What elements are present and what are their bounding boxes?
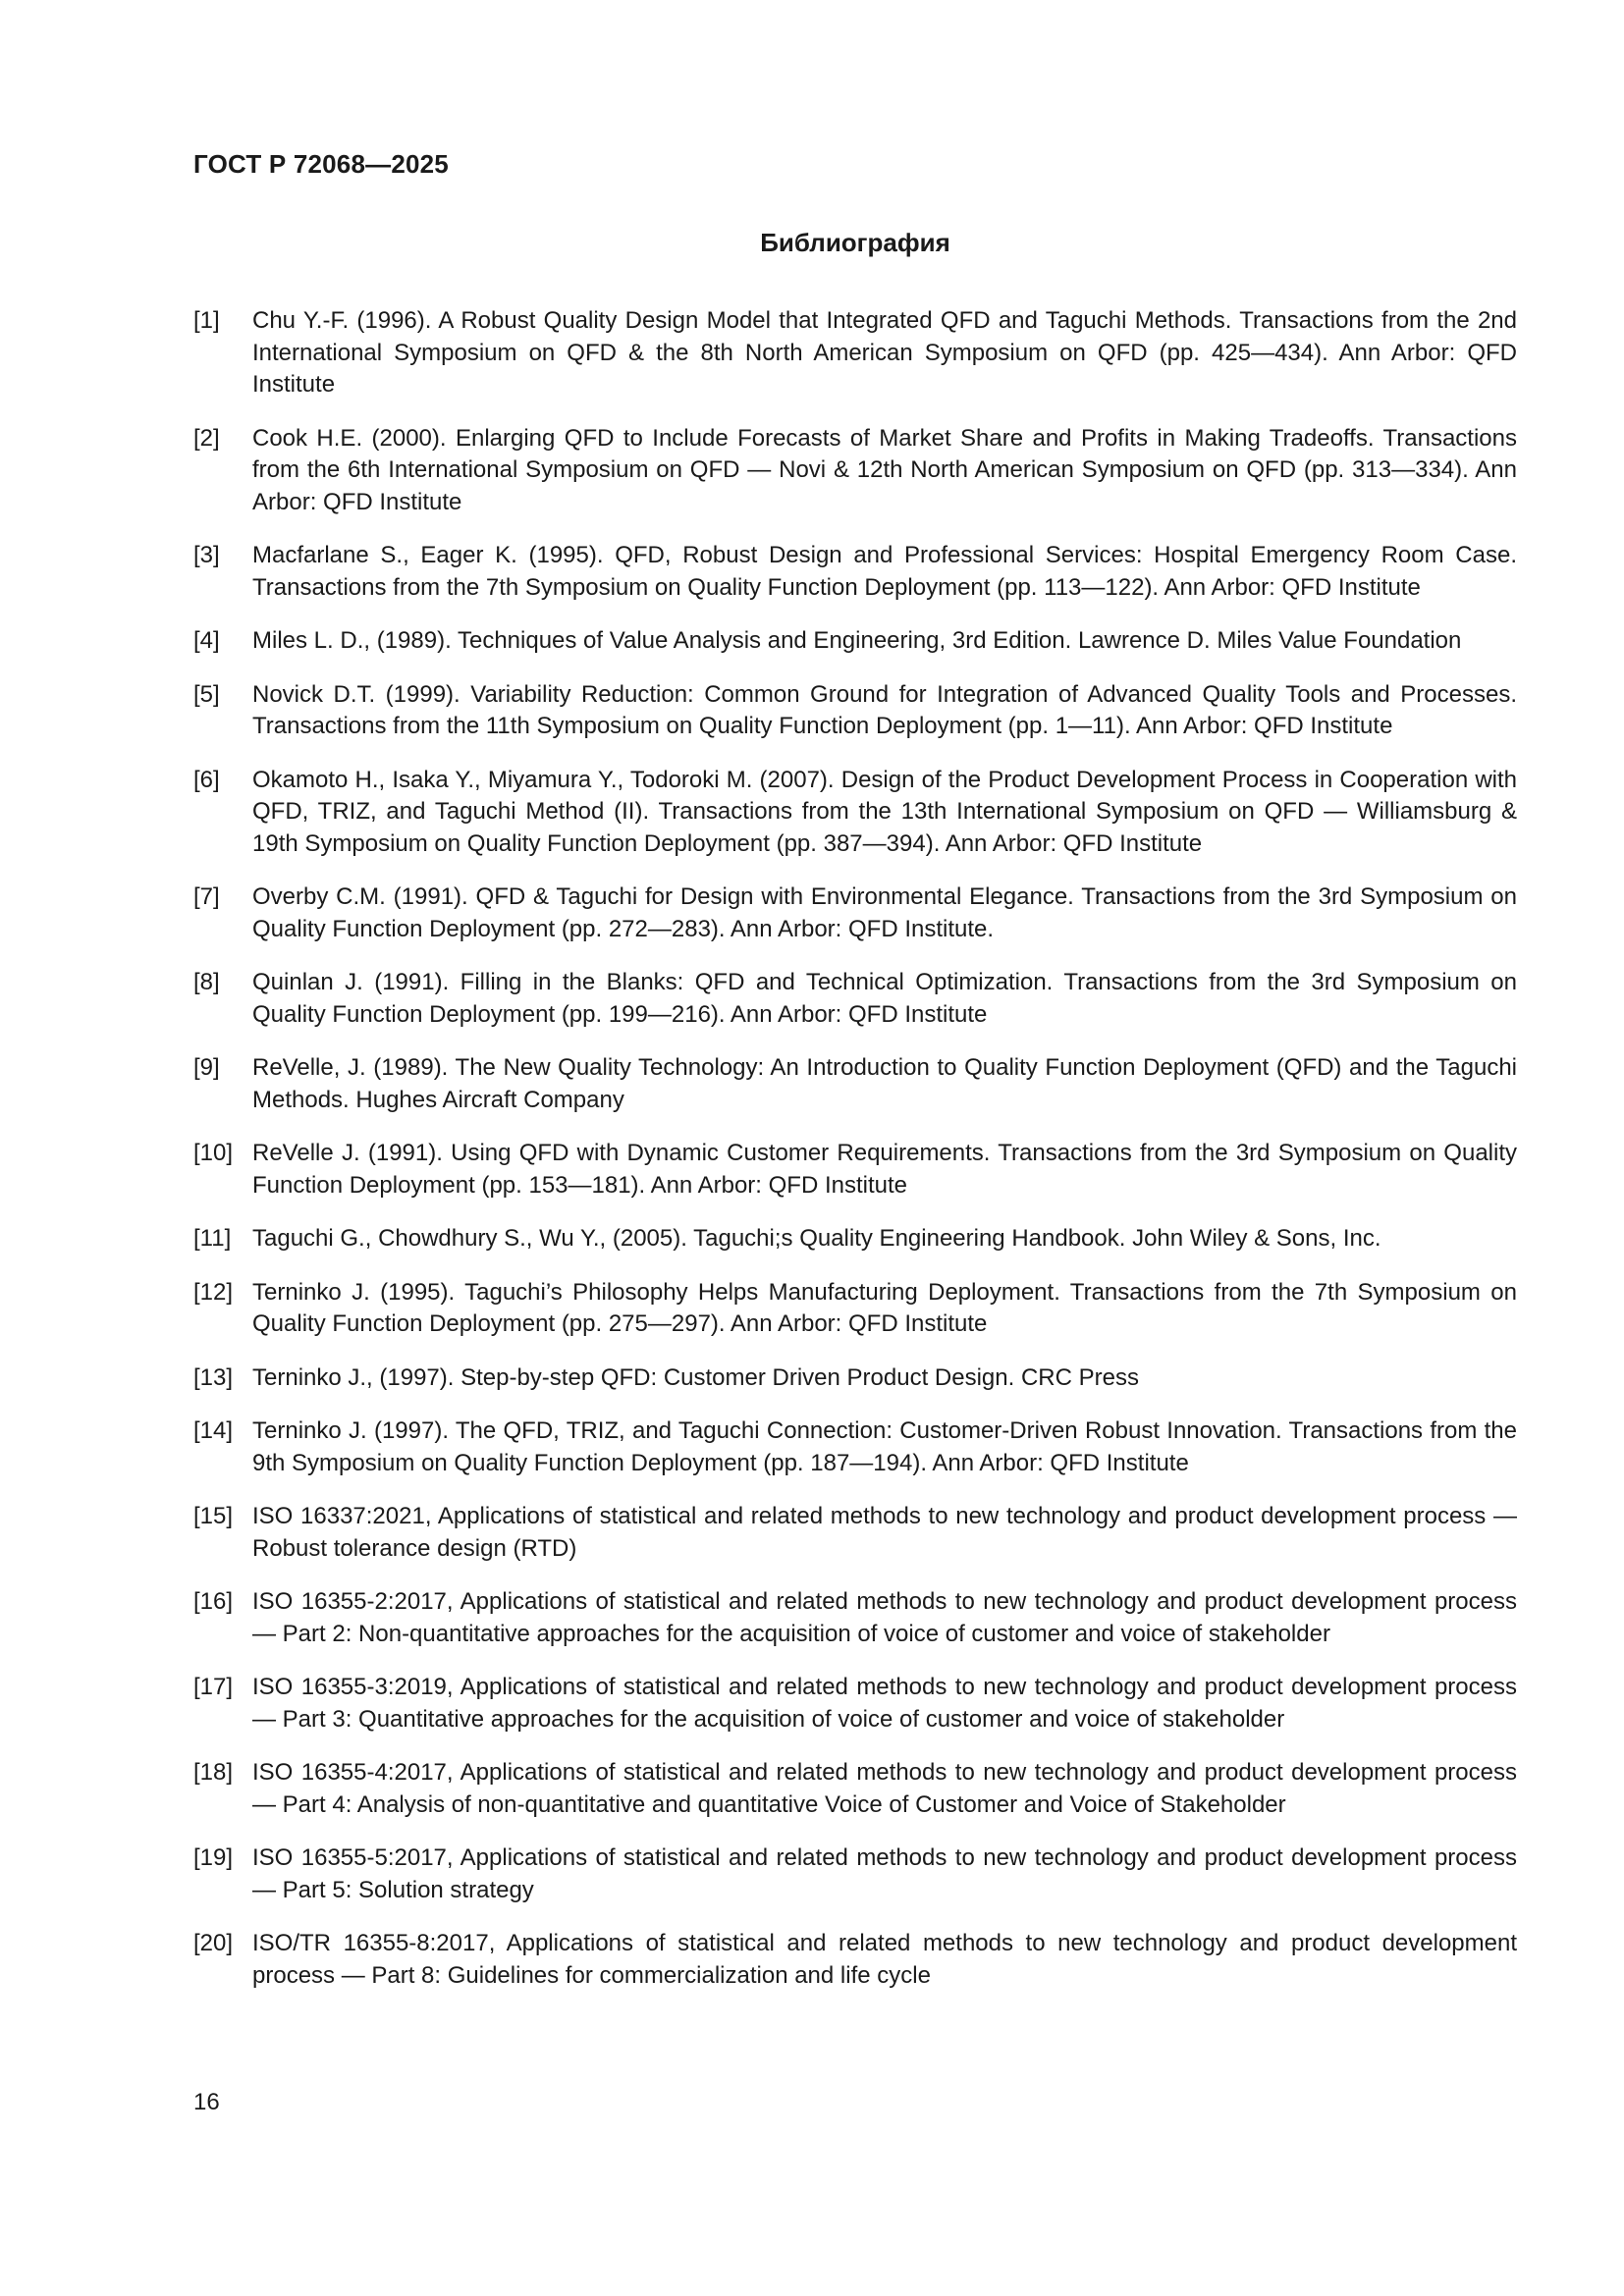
entry-number: [13]: [193, 1363, 234, 1391]
entry-text: ISO 16355-3:2019, Applications of statistical and related methods to new technology and product development process — Part 3: Quantitative approaches for the acquisition of voice of customer and voice of stakeholder: [252, 1674, 1517, 1733]
entry-number: [9]: [193, 1054, 220, 1081]
document-code: ГОСТ Р 72068—2025: [193, 149, 449, 179]
entry-number: [7]: [193, 883, 220, 910]
bibliography-entry: [193, 1928, 1517, 1992]
bibliography-entry: [193, 1586, 1517, 1650]
entry-text: Terninko J. (1995). Taguchi’s Philosophy Helps Manufacturing Deployment. Transactions from the 7th Symposium on Quality Function Deployment (pp. 275—297). Ann Arbor: QFD Institute: [252, 1278, 1517, 1337]
entry-number: [18]: [193, 1759, 234, 1786]
entry-text: Miles L. D., (1989). Techniques of Value Analysis and Engineering, 3rd Edition. Lawrence D. Miles Value Foundation: [252, 627, 1462, 654]
entry-number: [10]: [193, 1140, 234, 1166]
bibliography-entry: [193, 305, 1517, 401]
bibliography-entry: [193, 1501, 1517, 1565]
entry-number: [19]: [193, 1844, 234, 1871]
entry-text: ISO 16355-5:2017, Applications of statistical and related methods to new technology and product development process — Part 5: Solution strategy: [252, 1844, 1517, 1903]
entry-text: Terninko J., (1997). Step-by-step QFD: Customer Driven Product Design. CRC Press: [252, 1363, 1139, 1391]
entry-number: [2]: [193, 424, 220, 452]
entry-number: [16]: [193, 1588, 234, 1615]
page-number: 16: [193, 2089, 220, 2115]
entry-text: Okamoto H., Isaka Y., Miyamura Y., Todoroki M. (2007). Design of the Product Development Process in Cooperation with QFD, TRIZ, and Taguchi Method (II). Transactions from the 13th International Symposium on QFD — Williamsburg & 19th Symposium on Quality Function Deployment (pp. 387—394). Ann Arbor: QFD Institute: [252, 766, 1517, 857]
entry-text: Novick D.T. (1999). Variability Reduction: Common Ground for Integration of Advanced Quality Tools and Processes. Transactions from the 11th Symposium on Quality Function Deployment (pp. 1—11). Ann Arbor: QFD Institute: [252, 680, 1517, 739]
bibliography-entry: [193, 625, 1517, 658]
entry-text: Chu Y.-F. (1996). A Robust Quality Design Model that Integrated QFD and Taguchi Methods. Transactions from the 2nd International Symposium on QFD & the 8th North American Symposium on QFD (pp. 425—434). Ann Arbor: QFD Institute: [252, 307, 1517, 398]
entry-text: Overby C.M. (1991). QFD & Taguchi for Design with Environmental Elegance. Transactions from the 3rd Symposium on Quality Function Deployment (pp. 272—283). Ann Arbor: QFD Institute.: [252, 883, 1517, 942]
bibliography-entry: [193, 1415, 1517, 1479]
entry-text: ISO 16355-4:2017, Applications of statistical and related methods to new technology and product development process — Part 4: Analysis of non-quantitative and quantitative Voice of Customer and Voice of Stakeholder: [252, 1759, 1517, 1818]
bibliography-list: [193, 305, 1517, 2013]
entry-number: [11]: [193, 1225, 232, 1252]
bibliography-entry: [193, 1842, 1517, 1906]
entry-text: Cook H.E. (2000). Enlarging QFD to Include Forecasts of Market Share and Profits in Making Tradeoffs. Transactions from the 6th International Symposium on QFD — Novi & 12th North American Symposium on QFD (pp. 313—334). Ann Arbor: QFD Institute: [252, 424, 1517, 515]
entry-text: ISO/TR 16355-8:2017, Applications of statistical and related methods to new technology and product development process — Part 8: Guidelines for commercialization and life cycle: [252, 1930, 1517, 1989]
entry-text: ISO 16337:2021, Applications of statistical and related methods to new technology and product development process — Robust tolerance design (RTD): [252, 1503, 1517, 1562]
entry-number: [5]: [193, 680, 220, 708]
entry-text: Macfarlane S., Eager K. (1995). QFD, Robust Design and Professional Services: Hospital Emergency Room Case. Transactions from the 7th Symposium on Quality Function Deployment (pp. 113—122). Ann Arbor: QFD Institute: [252, 542, 1517, 601]
entry-number: [17]: [193, 1674, 234, 1700]
bibliography-entry: [193, 1052, 1517, 1116]
bibliography-entry: [193, 1672, 1517, 1735]
entry-text: ReVelle J. (1991). Using QFD with Dynamic Customer Requirements. Transactions from the 3rd Symposium on Quality Function Deployment (pp. 153—181). Ann Arbor: QFD Institute: [252, 1140, 1517, 1199]
bibliography-entry: [193, 679, 1517, 743]
entry-number: [14]: [193, 1417, 234, 1444]
entry-number: [6]: [193, 766, 220, 793]
bibliography-entry: [193, 881, 1517, 945]
entry-number: [3]: [193, 542, 220, 568]
entry-number: [8]: [193, 969, 220, 995]
entry-text: ReVelle, J. (1989). The New Quality Technology: An Introduction to Quality Function Deployment (QFD) and the Taguchi Methods. Hughes Aircraft Company: [252, 1054, 1517, 1113]
bibliography-entry: [193, 1223, 1517, 1255]
bibliography-entry: [193, 1277, 1517, 1341]
entry-text: Quinlan J. (1991). Filling in the Blanks: QFD and Technical Optimization. Transactions from the 3rd Symposium on Quality Function Deployment (pp. 199—216). Ann Arbor: QFD Institute: [252, 969, 1517, 1028]
entry-number: [12]: [193, 1278, 234, 1306]
entry-text: Terninko J. (1997). The QFD, TRIZ, and Taguchi Connection: Customer-Driven Robust Innovation. Transactions from the 9th Symposium on Quality Function Deployment (pp. 187—194). Ann Arbor: QFD Institute: [252, 1417, 1517, 1476]
bibliography-title: Библиография: [760, 228, 950, 257]
entry-text: ISO 16355-2:2017, Applications of statistical and related methods to new technology and product development process — Part 2: Non-quantitative approaches for the acquisition of voice of customer and voice of stakeholder: [252, 1588, 1517, 1647]
bibliography-entry: [193, 1138, 1517, 1201]
bibliography-entry: [193, 1362, 1517, 1395]
bibliography-entry: [193, 540, 1517, 604]
entry-text: Taguchi G., Chowdhury S., Wu Y., (2005). Taguchi;s Quality Engineering Handbook. John Wiley & Sons, Inc.: [252, 1225, 1381, 1252]
bibliography-entry: [193, 765, 1517, 861]
entry-number: [15]: [193, 1503, 234, 1529]
entry-number: [20]: [193, 1930, 234, 1956]
entry-number: [1]: [193, 307, 220, 334]
entry-number: [4]: [193, 627, 220, 654]
bibliography-entry: [193, 1757, 1517, 1821]
bibliography-entry: [193, 967, 1517, 1031]
bibliography-entry: [193, 423, 1517, 519]
